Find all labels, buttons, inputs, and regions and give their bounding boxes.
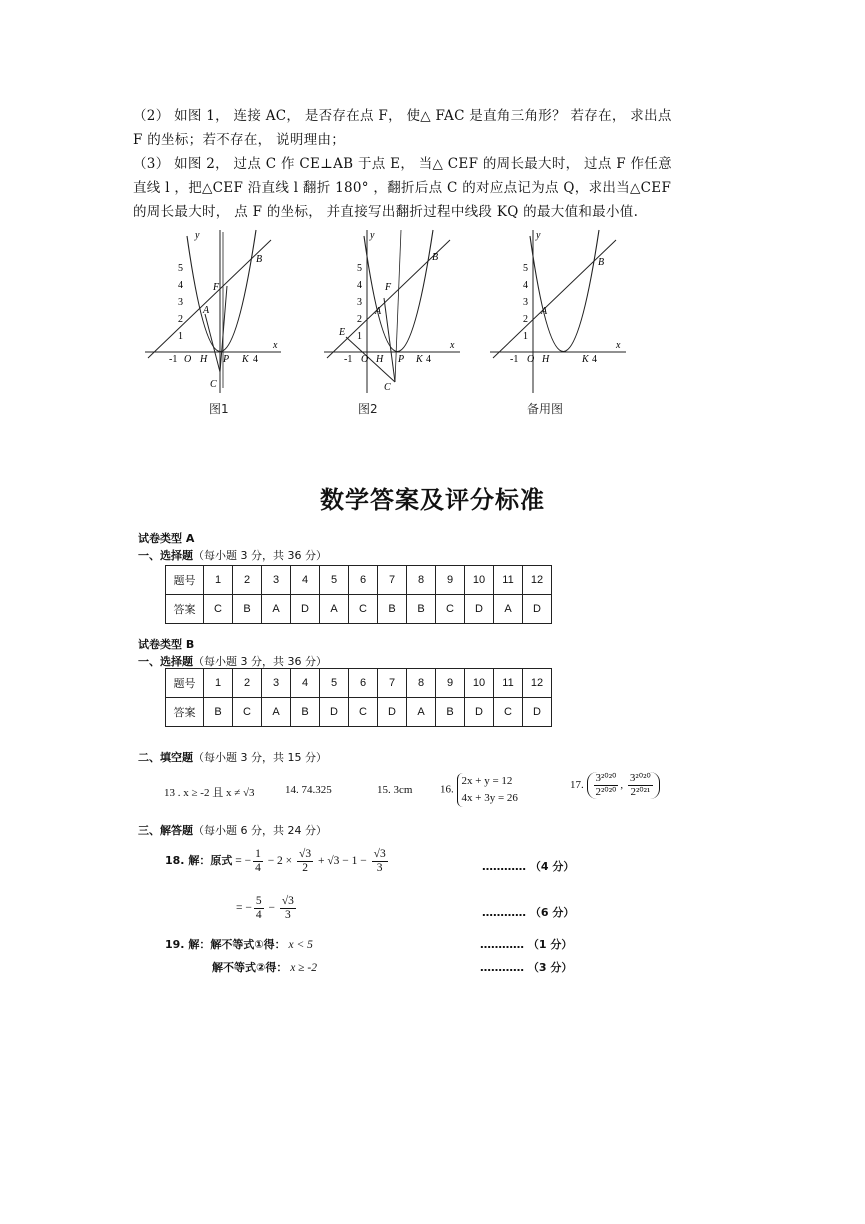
- table-cell: D: [523, 595, 552, 624]
- tick-4-x: 4: [426, 354, 431, 365]
- point-k-label: K: [582, 354, 589, 365]
- table-cell: C: [204, 595, 233, 624]
- table-row: [166, 698, 552, 727]
- tick-2: 2: [523, 314, 528, 325]
- type-a-label: [138, 530, 194, 546]
- table-cell: 12: [523, 669, 552, 698]
- point-k-label: K: [242, 354, 249, 365]
- point-h-label: H: [200, 354, 208, 365]
- figure-2-caption: 图2: [358, 402, 378, 416]
- table-cell: 6: [349, 566, 378, 595]
- table-cell: D: [523, 698, 552, 727]
- y-label: y: [536, 230, 541, 241]
- x-label: x: [273, 340, 278, 351]
- answer-16: [440, 773, 518, 807]
- answer-15: 15. 3cm: [377, 784, 413, 796]
- tick-4-x: 4: [253, 354, 258, 365]
- equation-2: 4x + 3y = 26: [461, 792, 518, 804]
- tick-5: 5: [357, 263, 362, 274]
- q19-label: 19. 解：解不等式①得：: [165, 938, 286, 951]
- tick-5: 5: [178, 263, 183, 274]
- table-cell: 1: [204, 669, 233, 698]
- table-cell: 12: [523, 566, 552, 595]
- segment-cf: [384, 298, 395, 382]
- table-cell: C: [494, 698, 523, 727]
- table-cell: 8: [407, 669, 436, 698]
- section-note: （每小题 3 分，共 36 分）: [193, 549, 327, 562]
- table-cell: 7: [378, 669, 407, 698]
- tick-4-x: 4: [592, 354, 597, 365]
- q19-label-2: 解不等式②得：: [212, 961, 288, 974]
- tick-1: 1: [357, 331, 362, 342]
- figure-1: [143, 228, 283, 398]
- point-b-label: B: [432, 252, 439, 263]
- table-cell: 3: [262, 566, 291, 595]
- point-b-label: B: [598, 257, 605, 268]
- table-cell: C: [349, 595, 378, 624]
- table-cell: 7: [378, 566, 407, 595]
- point-f-label: F: [385, 282, 392, 293]
- type-b-text: 试卷类型 B: [138, 638, 195, 651]
- q19-score-2: ………… （3 分）: [480, 961, 573, 974]
- point-a-label: A: [203, 305, 210, 316]
- answer-17: [570, 772, 660, 799]
- q18-line-2: = − $\frac{5}{4}$ − $\frac{√3}{3}$: [236, 895, 294, 921]
- section-note: （每小题 3 分，共 15 分）: [193, 751, 327, 764]
- tick-3: 3: [357, 297, 362, 308]
- tick-4: 4: [178, 280, 183, 291]
- table-cell: 5: [320, 669, 349, 698]
- segment-ac: [205, 314, 220, 372]
- numerator: 3²⁰²⁰: [595, 772, 617, 784]
- point-c-label: C: [210, 379, 217, 390]
- table-cell: 题号: [166, 669, 204, 698]
- y-label: y: [195, 230, 200, 241]
- table-cell: 9: [436, 566, 465, 595]
- table-cell: 5: [320, 566, 349, 595]
- q19-line-1: [165, 936, 313, 952]
- table-cell: 4: [291, 566, 320, 595]
- table-cell: B: [291, 698, 320, 727]
- origin-label: O: [527, 354, 535, 365]
- segment-ce: [346, 337, 395, 382]
- section-title: 三、解答题: [138, 824, 193, 837]
- q19-score-1: ………… （1 分）: [480, 938, 573, 951]
- point-h-label: H: [376, 354, 384, 365]
- question-line: F 的坐标；若不存在， 说明理由；: [133, 132, 346, 148]
- table-row: [166, 669, 552, 698]
- answer-13: 13 . x ≥ -2 且 x ≠ √3: [164, 787, 255, 799]
- point-h-label: H: [542, 354, 550, 365]
- table-cell: 8: [407, 566, 436, 595]
- section-title: 一、选择题: [138, 655, 193, 668]
- tick-neg1: -1: [169, 354, 178, 365]
- question-line: 的周长最大时， 点 F 的坐标， 并直接写出翻折过程中线段 KQ 的最大值和最小值.: [133, 204, 639, 220]
- q18-line-1: 18. 解：原式 = − $\frac{1}{4}$ − 2 × $\frac{√3}{2}$ + √3 − 1 − $\frac{√3}{3}$: [165, 848, 386, 874]
- table-cell: 1: [204, 566, 233, 595]
- figure-2: [322, 228, 462, 398]
- figure-spare-caption: 备用图: [527, 402, 564, 416]
- table-cell: 3: [262, 669, 291, 698]
- table-cell: 10: [465, 566, 494, 595]
- parabola: [187, 230, 256, 352]
- tick-4: 4: [523, 280, 528, 291]
- fraction: [628, 772, 653, 799]
- tick-1: 1: [178, 331, 183, 342]
- section-note: （每小题 6 分，共 24 分）: [193, 824, 327, 837]
- table-cell: C: [233, 698, 262, 727]
- table-cell: D: [465, 698, 494, 727]
- answer-table-b: [165, 668, 552, 727]
- type-b-section: [138, 653, 327, 669]
- page-title: 数学答案及评分标准: [320, 486, 545, 514]
- equation-1: 2x + y = 12: [461, 775, 513, 787]
- tick-4: 4: [357, 280, 362, 291]
- tick-neg1: -1: [510, 354, 519, 365]
- table-cell: D: [465, 595, 494, 624]
- type-b-label: [138, 636, 194, 652]
- point-p-label: P: [223, 354, 230, 365]
- table-cell: C: [349, 698, 378, 727]
- solve-section: [138, 822, 327, 838]
- figure-1-caption: 图1: [209, 402, 229, 416]
- table-cell: D: [320, 698, 349, 727]
- tick-3: 3: [523, 297, 528, 308]
- fill-section: [138, 749, 327, 765]
- table-cell: B: [407, 595, 436, 624]
- section-title: 二、填空题: [138, 751, 193, 764]
- type-a-section: [138, 547, 327, 563]
- section-note: （每小题 3 分，共 36 分）: [193, 655, 327, 668]
- question-line: （3） 如图 2， 过点 C 作 CE⊥AB 于点 E， 当△ CEF 的周长最大时， 过点 F 作任意: [133, 156, 672, 172]
- q18-label: 18. 解：原式: [165, 854, 233, 868]
- origin-label: O: [361, 354, 369, 365]
- table-cell: 11: [494, 669, 523, 698]
- q19-result-1: x < 5: [288, 939, 313, 951]
- table-cell: D: [291, 595, 320, 624]
- q18-score-2: ………… （6 分）: [482, 906, 575, 919]
- table-cell: 11: [494, 566, 523, 595]
- table-cell: A: [494, 595, 523, 624]
- x-label: x: [616, 340, 621, 351]
- table-cell: B: [204, 698, 233, 727]
- figure-spare: [488, 228, 628, 398]
- tick-2: 2: [178, 314, 183, 325]
- table-cell: 答案: [166, 595, 204, 624]
- point-k-label: K: [416, 354, 423, 365]
- answer-16-label: 16.: [440, 783, 454, 796]
- table-cell: 答案: [166, 698, 204, 727]
- table-cell: C: [436, 595, 465, 624]
- table-cell: A: [262, 698, 291, 727]
- table-cell: 4: [291, 669, 320, 698]
- point-a-label: A: [541, 306, 548, 317]
- point-p-label: P: [398, 354, 405, 365]
- answer-17-label: 17.: [570, 779, 584, 792]
- section-title: 一、选择题: [138, 549, 193, 562]
- question-text: [133, 104, 733, 224]
- table-cell: A: [262, 595, 291, 624]
- q18-score-1: ………… （4 分）: [482, 860, 575, 873]
- x-label: x: [450, 340, 455, 351]
- y-label: y: [370, 230, 375, 241]
- table-cell: 9: [436, 669, 465, 698]
- tick-3: 3: [178, 297, 183, 308]
- answer-14: 14. 74.325: [285, 784, 332, 796]
- parabola: [530, 230, 599, 352]
- tick-5: 5: [523, 263, 528, 274]
- point-f-label: F: [213, 282, 220, 293]
- denominator: 2²⁰²¹: [630, 786, 651, 798]
- fraction: [594, 772, 619, 799]
- table-cell: 10: [465, 669, 494, 698]
- point-c-label: C: [384, 382, 391, 393]
- table-cell: B: [233, 595, 262, 624]
- origin-label: O: [184, 354, 192, 365]
- table-cell: 6: [349, 669, 378, 698]
- table-cell: A: [320, 595, 349, 624]
- equation-system: [457, 773, 518, 807]
- table-cell: D: [378, 698, 407, 727]
- tick-2: 2: [357, 314, 362, 325]
- point-b-label: B: [256, 254, 263, 265]
- type-a-text: 试卷类型 A: [138, 532, 195, 545]
- table-cell: 2: [233, 669, 262, 698]
- tick-neg1: -1: [344, 354, 353, 365]
- table-cell: B: [436, 698, 465, 727]
- table-row: [166, 566, 552, 595]
- table-cell: 题号: [166, 566, 204, 595]
- table-cell: A: [407, 698, 436, 727]
- table-row: [166, 595, 552, 624]
- answer-table-a: [165, 565, 552, 624]
- question-line: （2） 如图 1， 连接 AC， 是否存在点 F， 使△ FAC 是直角三角形？ 若存在， 求出点: [133, 108, 672, 124]
- table-cell: B: [378, 595, 407, 624]
- q19-result-2: x ≥ -2: [290, 962, 317, 974]
- point-a-label: A: [375, 306, 382, 317]
- tick-1: 1: [523, 331, 528, 342]
- table-cell: 2: [233, 566, 262, 595]
- point-e-label: E: [339, 327, 346, 338]
- question-line: 直线 l ，把△CEF 沿直线 l 翻折 180° ，翻折后点 C 的对应点记为点 Q，求出当△CEF: [133, 180, 672, 196]
- q19-line-2: [212, 959, 317, 975]
- numerator: 3²⁰²⁰: [629, 772, 651, 784]
- denominator: 2²⁰²⁰: [595, 786, 617, 798]
- coordinate-pair: $\frac{\text{3²⁰²⁰}}{\text{2²⁰²⁰}}$ , $\frac{\text{3²⁰²⁰}}{\text{2²⁰²¹}}$: [587, 772, 660, 799]
